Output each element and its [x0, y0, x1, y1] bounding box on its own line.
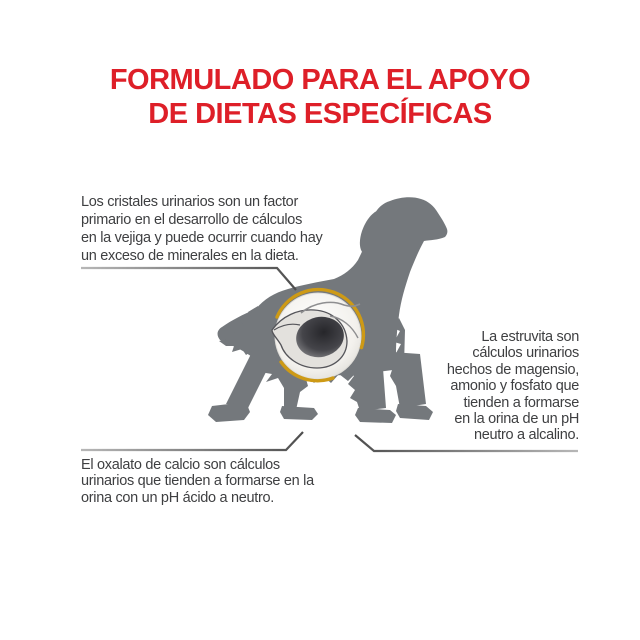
annotation-line: urinarios que tienden a formarse en la — [81, 473, 314, 490]
page-title — [0, 63, 640, 131]
annotation-line: hechos de magensio, — [446, 361, 579, 378]
dog-rear-paw-far — [208, 402, 250, 422]
dog-front-paw-far — [355, 408, 396, 423]
annotation-line: un exceso de minerales en la dieta. — [81, 248, 299, 264]
annotation-crystals — [81, 193, 322, 265]
annotation-line: cálculos urinarios — [472, 345, 579, 362]
annotation-oxalate — [81, 457, 314, 506]
annotation-line: La estruvita son — [481, 329, 579, 345]
dog-rear-paw-near — [280, 406, 318, 420]
annotation-line: neutro a alcalino. — [473, 427, 579, 444]
leader-line-crystals — [81, 268, 296, 290]
dog-front-paw-near — [396, 404, 433, 420]
annotation-line: tienden a formarse — [463, 394, 579, 411]
annotation-line: en la orina de un pH — [454, 411, 579, 428]
annotation-line: en la vejiga y puede ocurrir cuando hay — [81, 230, 323, 246]
page-title-line1: FORMULADO PARA EL APOYO — [109, 64, 531, 96]
annotation-line: primario en el desarrollo de cálculos — [81, 212, 303, 228]
page-title-line2: DE DIETAS ESPECÍFICAS — [148, 98, 492, 130]
annotation-line: El oxalato de calcio son cálculos — [81, 457, 280, 473]
leader-line-oxalate — [81, 432, 303, 450]
annotation-line: orina con un pH ácido a neutro. — [81, 489, 275, 506]
annotation-struvite — [447, 329, 579, 444]
annotation-line: Los cristales urinarios son un factor — [81, 194, 298, 210]
annotation-line: amonio y fosfato que — [450, 378, 579, 395]
dog-front-leg-near — [390, 352, 426, 408]
dog-rear-leg-far — [226, 348, 273, 408]
